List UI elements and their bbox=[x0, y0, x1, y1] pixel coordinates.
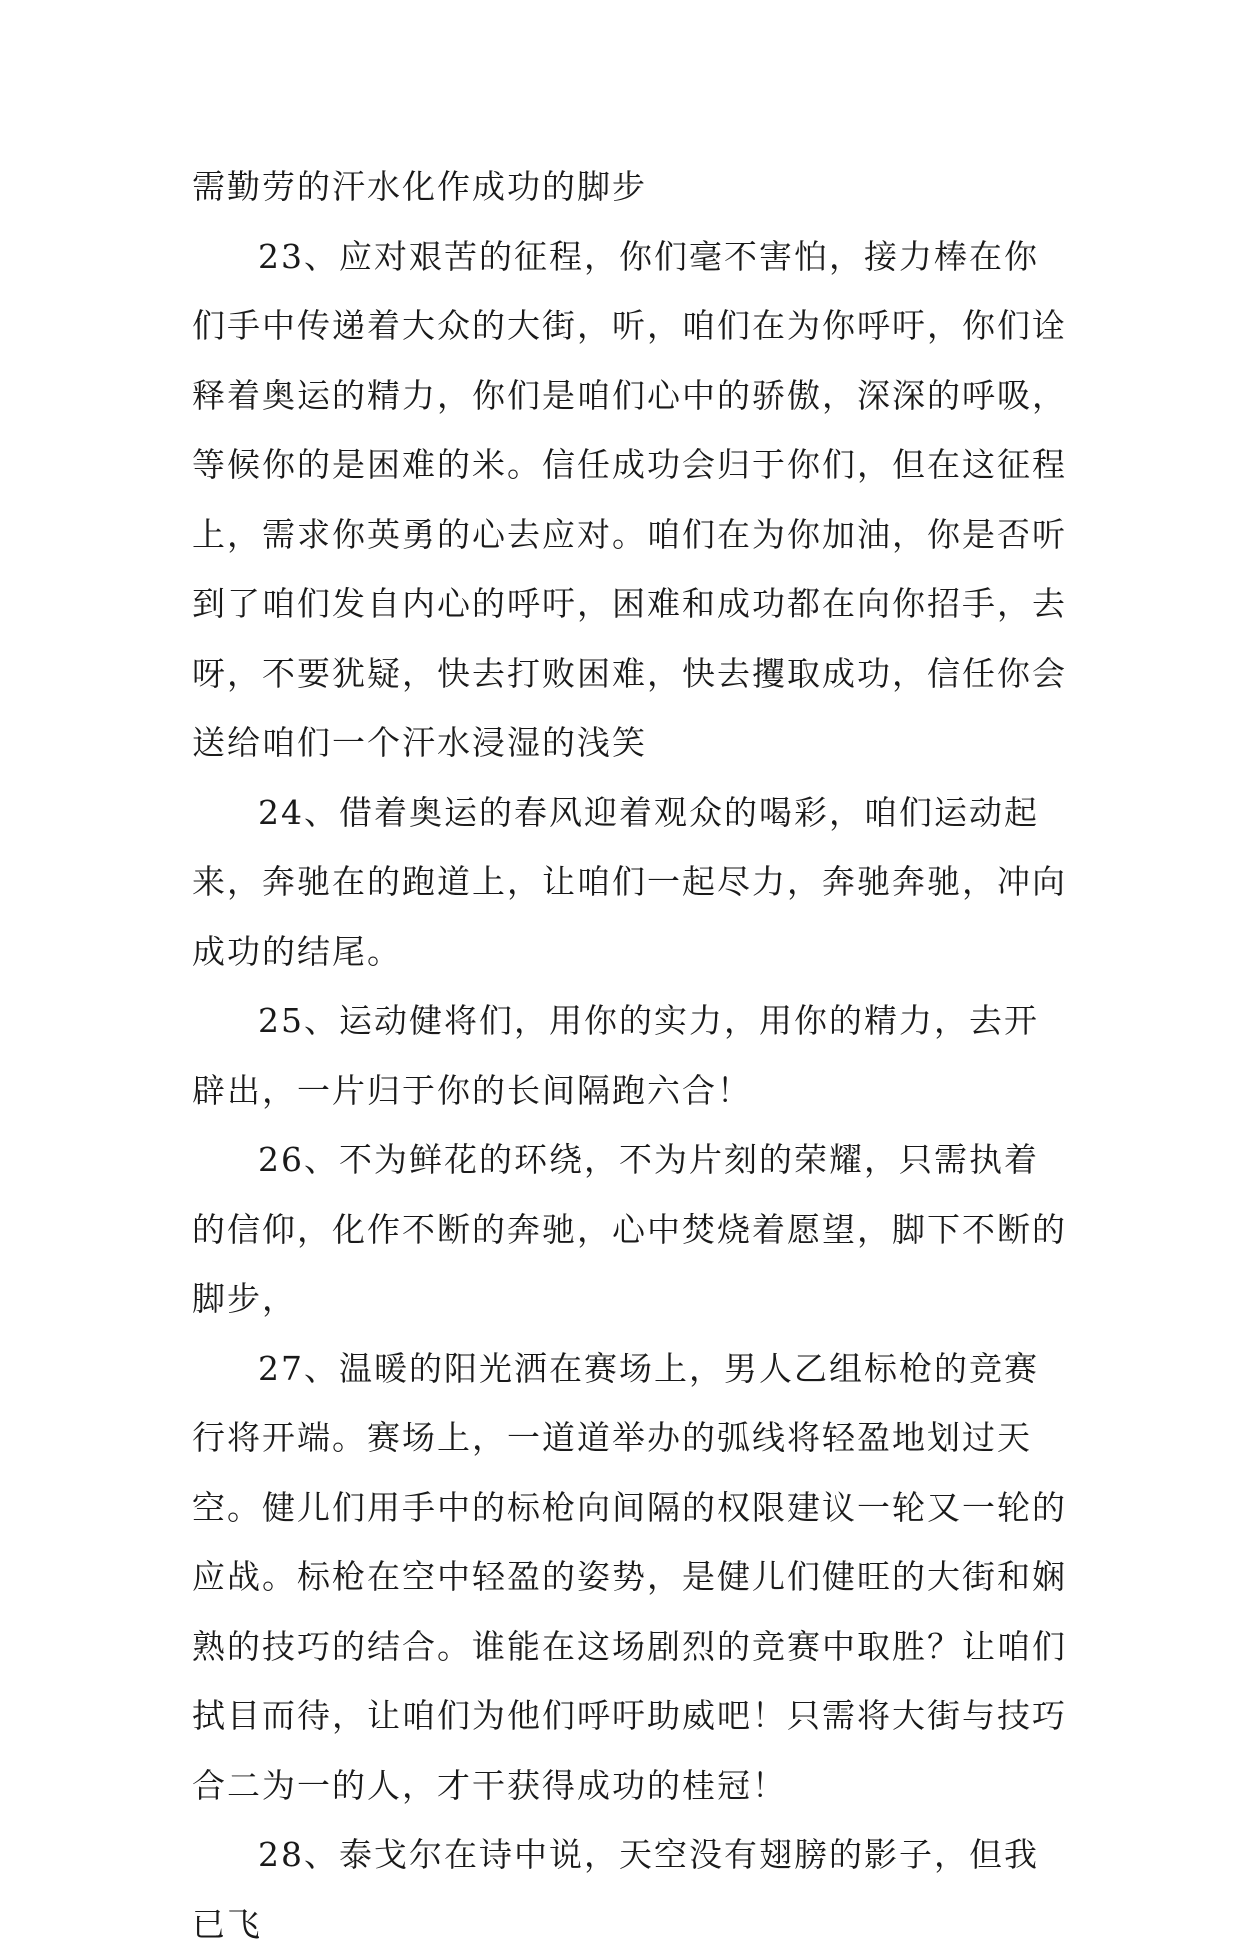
document-body bbox=[192, 152, 1072, 1959]
paragraph-28: 28、泰戈尔在诗中说，天空没有翅膀的影子，但我已飞 bbox=[192, 1835, 1039, 1944]
paragraph-23: 23、应对艰苦的征程，你们毫不害怕，接力棒在你们手中传递着大众的大街，听，咱们在为你呼吁，你们诠释着奥运的精力，你们是咱们心中的骄傲，深深的呼吸，等候你的是困难的米。信任成功会归于你们，但在这征程上，需求你英勇的心去应对。咱们在为你加油，你是否听到了咱们发自内心的呼吁，困难和成功都在向你招手，去呀，不要犹疑，快去打败困难，快去攫取成功，信任你会送给咱们一个汗水浸湿的浅笑 bbox=[192, 236, 1067, 762]
paragraph-27: 27、温暖的阳光洒在赛场上，男人乙组标枪的竞赛行将开端。赛场上，一道道举办的弧线将轻盈地划过天空。健儿们用手中的标枪向间隔的权限建议一轮又一轮的应战。标枪在空中轻盈的姿势，是健儿们健旺的大街和娴熟的技巧的结合。谁能在这场剧烈的竞赛中取胜？让咱们拭目而待，让咱们为他们呼吁助威吧！只需将大街与技巧合二为一的人，才干获得成功的桂冠！ bbox=[192, 1348, 1067, 1805]
paragraph-26: 26、不为鲜花的环绕，不为片刻的荣耀，只需执着的信仰，化作不断的奔驰，心中焚烧着愿望，脚下不断的脚步， bbox=[192, 1140, 1067, 1318]
paragraph-25: 25、运动健将们，用你的实力，用你的精力，去开辟出，一片归于你的长间隔跑六合！ bbox=[192, 1001, 1039, 1110]
paragraph-24: 24、借着奥运的春风迎着观众的喝彩，咱们运动起来，奔驰在的跑道上，让咱们一起尽力，奔驰奔驰，冲向成功的结尾。 bbox=[192, 792, 1067, 971]
paragraph-continuation: 需勤劳的汗水化作成功的脚步 bbox=[192, 167, 647, 206]
